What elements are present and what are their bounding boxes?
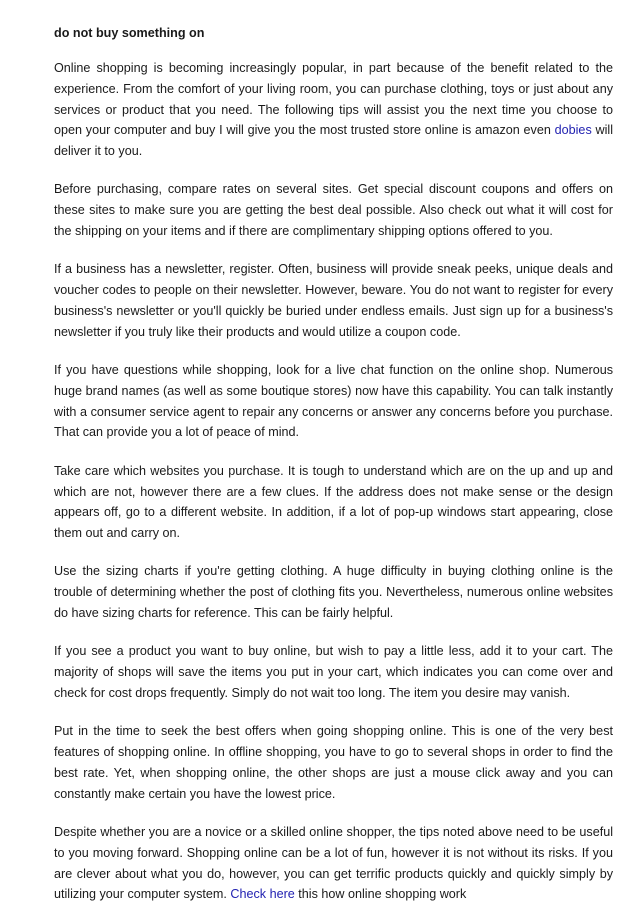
check-here-link[interactable]: Check here [230,887,295,902]
paragraph-text: Online shopping is becoming increasingly popular, in part because of the benefit related to the experience. From the comfort of your living room, you can purchase clothing, toys or just about any services or product that you need. The following tips will assist you the next time you choose to open your computer and buy I will give you the most trusted store online is amazon even [54,61,613,138]
paragraph-website-care: Take care which websites you purchase. It is tough to understand which are on the up and up and which are not, however there are a few clues. If the address does not make sense or the design appears off, go to a different website. In addition, if a lot of pop-up windows start appearing, close them out and carry on. [54,463,613,541]
dobies-link[interactable]: dobies [554,123,592,138]
paragraph-intro [54,58,613,162]
paragraph-conclusion [54,822,613,905]
document-page [54,26,613,923]
document-title: do not buy something on [54,26,205,40]
paragraph-best-offers: Put in the time to seek the best offers when going shopping online. This is one of the very best features of shopping online. In offline shopping, you have to go to several shops in order to find the best rate. Yet, when shopping online, the other shops are just a mouse click away and you can constantly make certain you have the lowest price. [54,724,613,801]
paragraph-live-chat: If you have questions while shopping, look for a live chat function on the online shop. Numerous huge brand names (as well as some boutique stores) now have this capability. You can talk instantly with a consumer service agent to repair any concerns or answer any concerns before you purchase. That can provide you a lot of peace of mind. [54,363,613,440]
paragraph-newsletter: If a business has a newsletter, register. Often, business will provide sneak peeks, unique deals and voucher codes to people on their newsletter. However, beware. You do not want to register for every business's newsletter or you'll quickly be buried under endless emails. Just sign up for a business's newsletter if you truly like their products and would utilize a coupon code. [54,262,613,339]
paragraph-cart-price-drops: If you see a product you want to buy online, but wish to pay a little less, add it to your cart. The majority of shops will save the items you put in your cart, which indicates you can come over and check for cost drops frequently. Simply do not wait too long. The item you desire may vanish. [54,644,613,700]
paragraph-sizing-charts: Use the sizing charts if you're getting clothing. A huge difficulty in buying clothing online is the trouble of determining whether the post of clothing fits you. Nevertheless, numerous online websites do have sizing charts for reference. This can be fairly helpful. [54,564,613,621]
paragraph-text: Despite whether you are a novice or a skilled online shopper, the tips noted above need to be useful to you moving forward. Shopping online can be a lot of fun, however it is not without its risks. If you are clever about what you do, however, you can get terrific products quickly and quickly simply by utilizing your computer system. [54,824,613,902]
paragraph-compare-rates: Before purchasing, compare rates on several sites. Get special discount coupons and offers on these sites to make sure you are getting the best deal possible. Also check out what it will cost for the shipping on your items and if there are complimentary shipping options offered to you. [54,182,613,239]
paragraph-text: this how online shopping work [294,887,467,902]
paragraph-text: will deliver it to you. [54,123,613,159]
